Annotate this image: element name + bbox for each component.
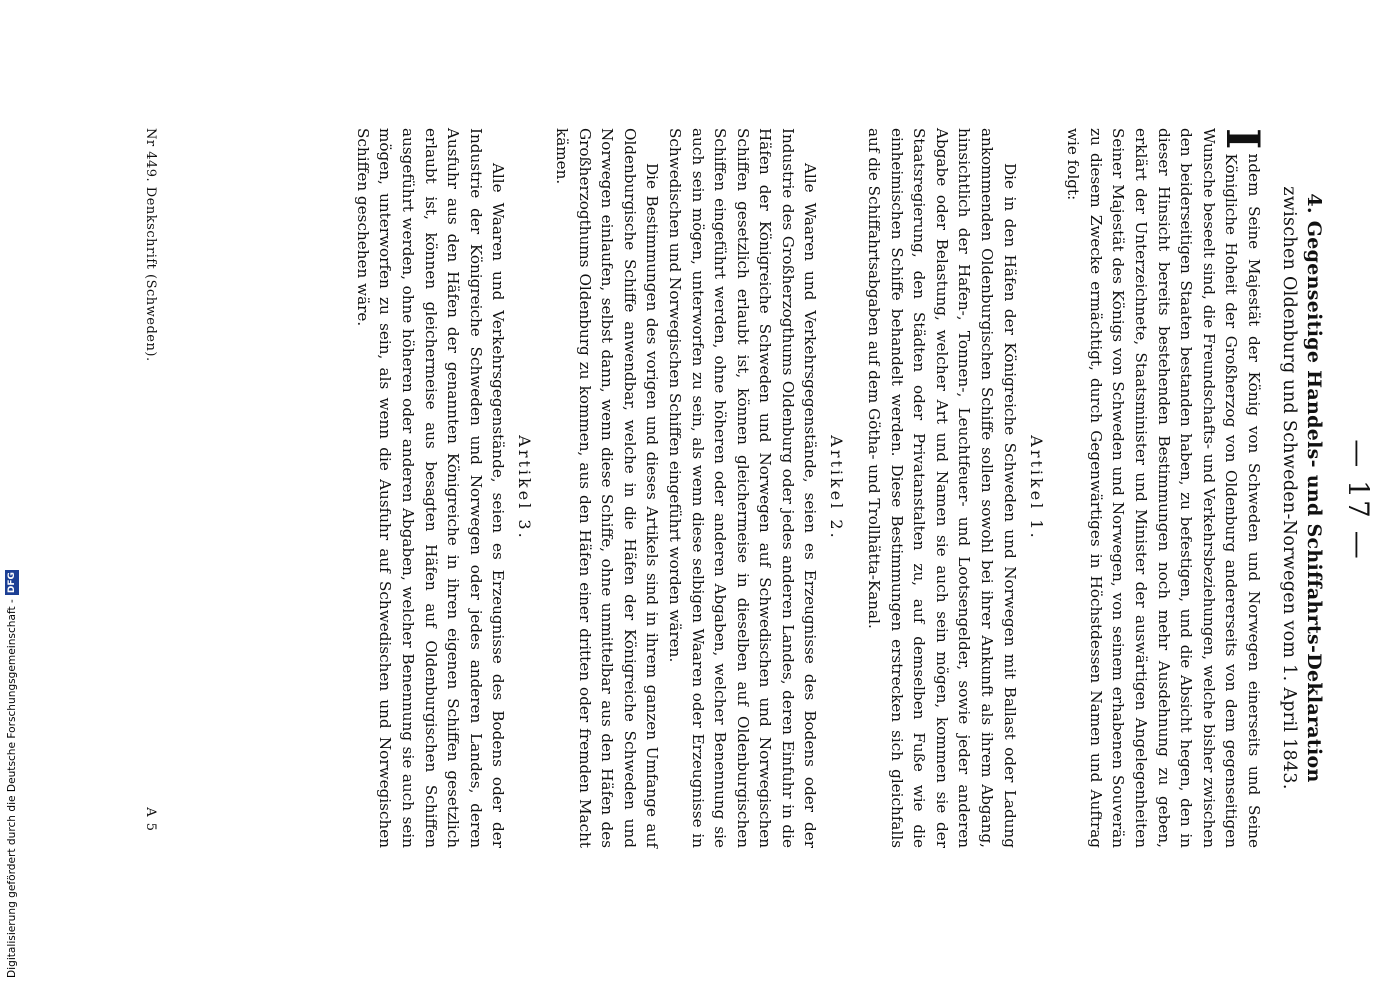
- article-paragraph: Die in den Häfen der Königreiche Schweden und Norwegen mit Ballast oder Ladung ankommenden Oldenburgischen Schiffe sollen sowohl bei ihrer Ankunft als ihrem Abgang, hinsichtlich der Hafen-, Tonnen-, Leuchtfeuer- und Lootsengelder, sowie jeder anderen Abgabe oder Belastung, welcher Art und Namen sie auch sein mögen, kommen sie der Staatsregierung, den Städten oder Privatanstalten zu, auf demselben Fuße wie die einheimischen Schiffe behandelt werden. Diese Bestimmungen erstrecken sich gleichfalls auf die Schiffahrtsabgaben auf dem Götha- und Trollhätta-Kanal.: [865, 128, 1019, 848]
- article-heading: Artikel 1.: [1026, 435, 1046, 541]
- article-heading: Artikel 3.: [515, 435, 535, 541]
- footer-signature: Nr 449. Denkschrift (Schweden).: [143, 128, 158, 362]
- drop-cap: I: [1216, 128, 1270, 150]
- document-title: 4. Gegenseitige Handels- und Schiffahrts-Deklaration: [1303, 193, 1325, 783]
- intro-paragraph: [1062, 128, 1270, 848]
- article-1: [863, 128, 1046, 848]
- footer-sheet-mark: A 5: [143, 807, 158, 832]
- article-heading: Artikel 2.: [827, 435, 847, 541]
- document-subtitle: zwischen Oldenburg und Schweden-Norwegen vom 1. April 1843.: [1279, 186, 1299, 790]
- credit-text: Digitalisierung gefördert durch die Deutsche Forschungsgemeinschaft -: [6, 599, 18, 978]
- article-2: [550, 128, 846, 848]
- article-paragraph: Die Bestimmungen des vorigen und dieses Artikels sind in ihrem ganzen Umfange auf Oldenburgische Schiffe anwendbar, welche in die Häfen der Königreiche Schweden und Norwegen einlaufen, selbst dann, wenn diese Schiffe, ohne unmittelbar aus den Häfen des Großherzogthums Oldenburg zu kommen, aus den Häfen einer dritten oder fremden Macht kämen.: [552, 128, 662, 848]
- dfg-logo-icon: DFG: [7, 572, 17, 594]
- intro-text: ndem Seine Majestät der König von Schweden und Norwegen einerseits und Seine Königliche Hoheit der Großherzog von Oldenburg andererseits von dem gegenseitigen Wunsche beseelt sind, die Freundschafts- und Verkehrsbeziehungen, welche bisher zwischen den beiderseitigen Staaten bestanden haben, zu befestigen, und die Absicht hegen, den in dieser Hinsicht bereits bestehenden Bestimmungen noch mehr Ausdehnung zu geben, erklärt der Unterzeichnete, Staatsminister und Minister der auswärtigen Angelegenheiten Seiner Majestät des Königs von Schweden und Norwegen, von seinem erhabenen Souverän zu diesem Zwecke ermächtigt, durch Gegenwärtiges in Höchstdessen Namen und Auftrag wie folgt:: [1064, 128, 1263, 848]
- article-paragraph: Alle Waaren und Verkehrsgegenstände, seien es Erzeugnisse des Bodens oder der Industrie der Königreiche Schweden und Norwegen oder jedes anderen Landes, deren Ausfuhr aus den Häfen der genannten Königreiche in ihren eigenen Schiffen gesetzlich erlaubt ist, können gleichermeise aus besagten Häfen auf Oldenburgischen Schiffen ausgeführt werden, ohne höheren oder anderen Abgaben, welcher Benennung sie auch sein mögen, unterworfen zu sein, als wenn die Ausfuhr auf Schwedischen und Norwegischen Schiffen geschehen wäre.: [353, 128, 508, 848]
- page-number: — 17 —: [1342, 439, 1375, 561]
- article-3: [351, 128, 534, 848]
- article-paragraph: Alle Waaren und Verkehrsgegenstände, seien es Erzeugnisse des Bodens oder der Industrie des Großherzogthums Oldenburg oder jedes anderen Landes, deren Einfuhr in die Häfen der Königreiche Schweden und Norwegen auf Schwedischen und Norwegischen Schiffen gesetzlich erlaubt ist, können gleichermeise in dieselben auf Oldenburgischen Schiffen eingeführt werden, ohne höheren oder anderen Abgaben, welcher Benennung sie auch sein mögen, unterworfen zu sein, als wenn diese selbigen Waaren oder Erzeugnisse in Schwedischen und Norwegischen Schiffen eingeführt worden wären.: [665, 128, 820, 848]
- text-column: [351, 128, 1325, 848]
